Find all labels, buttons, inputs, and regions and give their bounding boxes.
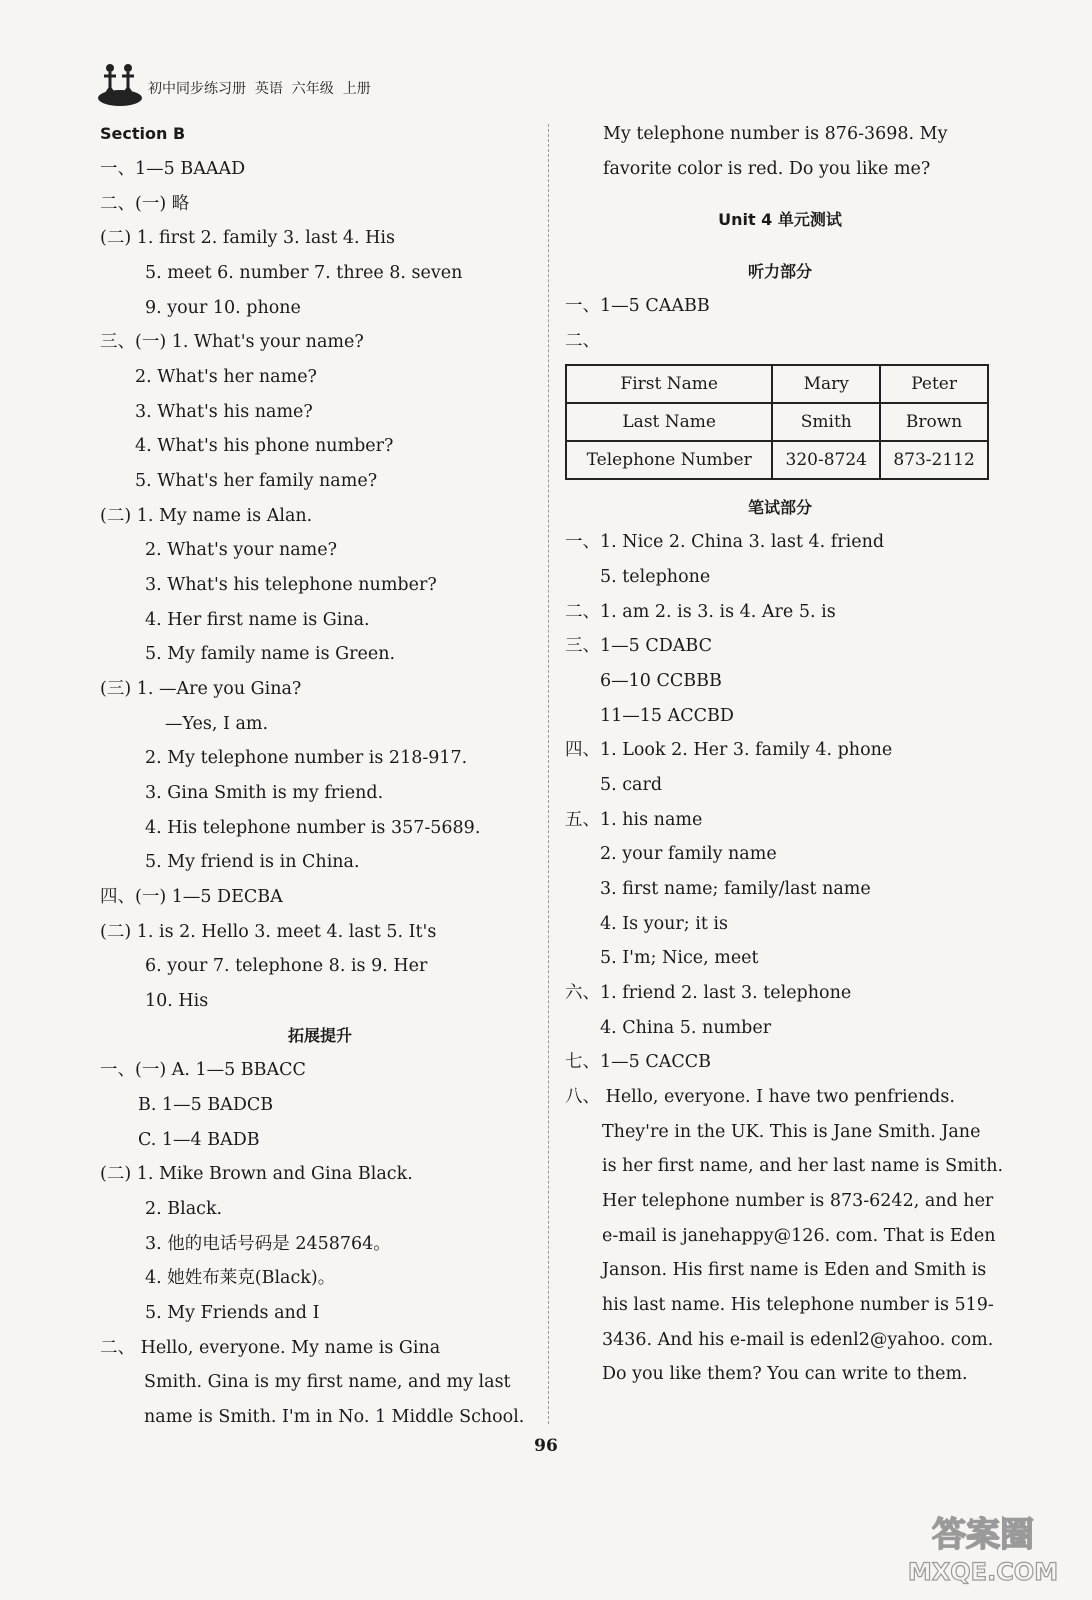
answer-line: (二) 1. Mike Brown and Gina Black. xyxy=(100,1164,413,1184)
table-cell: Smith xyxy=(772,403,880,441)
table-row xyxy=(566,441,988,479)
answer-line: name is Smith. I'm in No. 1 Middle School. xyxy=(144,1407,525,1427)
answer-line: 八、 Hello, everyone. I have two penfriends. xyxy=(565,1087,955,1107)
answer-line: 三、1—5 CDABC xyxy=(565,636,712,656)
answer-line: 4. China 5. number xyxy=(600,1018,772,1038)
answer-line: 10. His xyxy=(145,991,209,1011)
answer-line: (三) 1. —Are you Gina? xyxy=(100,679,302,699)
answer-line: 5. My friend is in China. xyxy=(145,852,360,872)
table-cell: Telephone Number xyxy=(566,441,772,479)
answer-line: (二) 1. first 2. family 3. last 4. His xyxy=(100,228,395,248)
book-logo-icon xyxy=(96,58,144,108)
answer-line: My telephone number is 876-3698. My xyxy=(603,124,948,144)
answer-line: 5. telephone xyxy=(600,567,711,587)
answer-line: 七、1—5 CACCB xyxy=(565,1052,711,1072)
answer-line: Smith. Gina is my first name, and my last xyxy=(144,1372,511,1392)
answer-line: 2. Black. xyxy=(145,1199,223,1219)
answer-line: favorite color is red. Do you like me? xyxy=(603,159,931,179)
answer-line: 6. your 7. telephone 8. is 9. Her xyxy=(145,956,428,976)
answer-line: e-mail is janehappy@126. com. That is Eden xyxy=(602,1226,996,1246)
answer-line: his last name. His telephone number is 519- xyxy=(602,1295,994,1315)
answer-line: 三、(一) 1. What's your name? xyxy=(100,332,364,352)
answer-line: 11—15 ACCBD xyxy=(600,706,734,726)
table-cell: Mary xyxy=(772,365,880,403)
left-column xyxy=(100,120,540,1460)
answer-line: 5. My family name is Green. xyxy=(145,644,396,664)
answer-line: 3. Gina Smith is my friend. xyxy=(145,783,384,803)
answer-line: 9. your 10. phone xyxy=(145,298,301,318)
answer-line: They're in the UK. This is Jane Smith. Jane xyxy=(602,1122,981,1142)
answer-line: 六、1. friend 2. last 3. telephone xyxy=(565,983,852,1003)
answer-line: 4. What's his phone number? xyxy=(135,436,394,456)
answer-line: 一、(一) A. 1—5 BBACC xyxy=(100,1060,306,1080)
table-row xyxy=(566,365,988,403)
answer-line: 二、 Hello, everyone. My name is Gina xyxy=(100,1338,441,1358)
table-cell: Last Name xyxy=(566,403,772,441)
answer-line: 3. 他的电话号码是 2458764。 xyxy=(145,1234,391,1254)
answer-line: C. 1—4 BADB xyxy=(138,1130,260,1150)
header-title: 初中同步练习册 英语 六年级 上册 xyxy=(148,81,371,97)
answer-line: 3. What's his telephone number? xyxy=(145,575,437,595)
answer-line: 5. My Friends and I xyxy=(145,1303,320,1323)
answer-line: Do you like them? You can write to them. xyxy=(602,1364,968,1384)
answer-line: 二、 xyxy=(565,331,600,351)
answer-line: 3436. And his e-mail is edenl2@yahoo. com. xyxy=(602,1330,994,1350)
answer-line: 2. My telephone number is 218-917. xyxy=(145,748,468,768)
answer-line: 4. Her first name is Gina. xyxy=(145,610,370,630)
answer-line: 6—10 CCBBB xyxy=(600,671,722,691)
section-heading: 笔试部分 xyxy=(747,498,812,517)
section-heading: 听力部分 xyxy=(747,262,812,281)
table-cell: First Name xyxy=(566,365,772,403)
answer-line: 4. 她姓布莱克(Black)。 xyxy=(145,1268,336,1288)
table-cell: Peter xyxy=(880,365,988,403)
watermark-top: 答案圈 xyxy=(932,1515,1034,1555)
answer-line: (二) 1. My name is Alan. xyxy=(100,506,313,526)
answer-line: Janson. His first name is Eden and Smith is xyxy=(602,1260,987,1280)
answer-line: 二、(一) 略 xyxy=(100,194,190,214)
answer-line: 五、1. his name xyxy=(565,810,703,830)
answer-line: 5. card xyxy=(600,775,663,795)
name-table xyxy=(565,364,989,480)
answer-line: Her telephone number is 873-6242, and her xyxy=(602,1191,994,1211)
unit-heading: Unit 4 单元测试 xyxy=(718,210,842,229)
answer-line: 一、1. Nice 2. China 3. last 4. friend xyxy=(565,532,885,552)
answer-line: 2. What's your name? xyxy=(145,540,337,560)
answer-line: —Yes, I am. xyxy=(165,714,269,734)
column-divider xyxy=(548,124,549,1424)
answer-line: (二) 1. is 2. Hello 3. meet 4. last 5. It's xyxy=(100,922,437,942)
answer-line: 一、1—5 CAABB xyxy=(565,296,710,316)
answer-line: 5. meet 6. number 7. three 8. seven xyxy=(145,263,463,283)
section-heading: Section B xyxy=(100,124,186,143)
answer-line: 二、1. am 2. is 3. is 4. Are 5. is xyxy=(565,602,836,622)
answer-line: 四、1. Look 2. Her 3. family 4. phone xyxy=(565,740,893,760)
answer-line: 一、1—5 BAAAD xyxy=(100,159,246,179)
answer-line: 4. Is your; it is xyxy=(600,914,729,934)
table-cell: 873-2112 xyxy=(880,441,988,479)
answer-line: is her first name, and her last name is Smith. xyxy=(602,1156,1004,1176)
table-cell: Brown xyxy=(880,403,988,441)
answer-line: 5. I'm; Nice, meet xyxy=(600,948,759,968)
answer-line: 2. What's her name? xyxy=(135,367,317,387)
watermark-logo xyxy=(898,1508,1068,1586)
table-row xyxy=(566,403,988,441)
answer-line: 3. What's his name? xyxy=(135,402,313,422)
answer-line: 4. His telephone number is 357-5689. xyxy=(145,818,481,838)
page-number: 96 xyxy=(534,1436,558,1456)
answer-line: 四、(一) 1—5 DECBA xyxy=(100,887,283,907)
table-cell: 320-8724 xyxy=(772,441,880,479)
section-heading: 拓展提升 xyxy=(287,1026,352,1045)
answer-line: 2. your family name xyxy=(600,844,777,864)
watermark-bottom: MXQE.COM xyxy=(907,1558,1059,1586)
answer-line: B. 1—5 BADCB xyxy=(138,1095,274,1115)
right-column xyxy=(565,120,1004,1460)
page-header xyxy=(96,58,496,110)
answer-line: 3. first name; family/last name xyxy=(600,879,871,899)
answer-line: 5. What's her family name? xyxy=(135,471,378,491)
